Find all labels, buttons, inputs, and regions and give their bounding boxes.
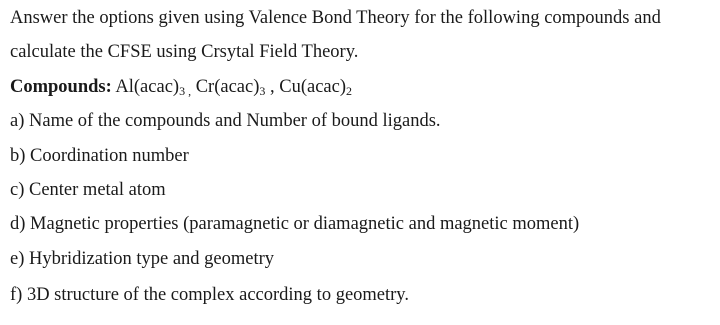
item-f: f) 3D structure of the complex according to geometry. <box>10 285 409 305</box>
intro-line-2: calculate the CFSE using Crsytal Field Theory. <box>10 42 359 62</box>
compounds-label: Compounds: <box>10 77 112 97</box>
item-a: a) Name of the compounds and Number of bound ligands. <box>10 111 441 131</box>
compound-cu-acac: , Cu(acac) <box>265 77 347 97</box>
item-b: b) Coordination number <box>10 146 189 166</box>
item-d: d) Magnetic properties (paramagnetic or diamagnetic and magnetic moment) <box>10 214 580 234</box>
compound-cr-acac-subscript: 3 <box>259 84 266 98</box>
item-c: c) Center metal atom <box>10 180 166 200</box>
compound-cu-acac-subscript: 2 <box>346 84 353 98</box>
item-e: e) Hybridization type and geometry <box>10 249 275 269</box>
compounds-line <box>10 76 352 98</box>
intro-line-1: Answer the options given using Valence Bond Theory for the following compounds and <box>10 8 661 28</box>
compound-cr-acac: Cr(acac) <box>191 77 260 97</box>
compound-al-acac: Al(acac) <box>111 77 180 97</box>
compound-al-acac-subscript: 3 , <box>179 84 192 98</box>
